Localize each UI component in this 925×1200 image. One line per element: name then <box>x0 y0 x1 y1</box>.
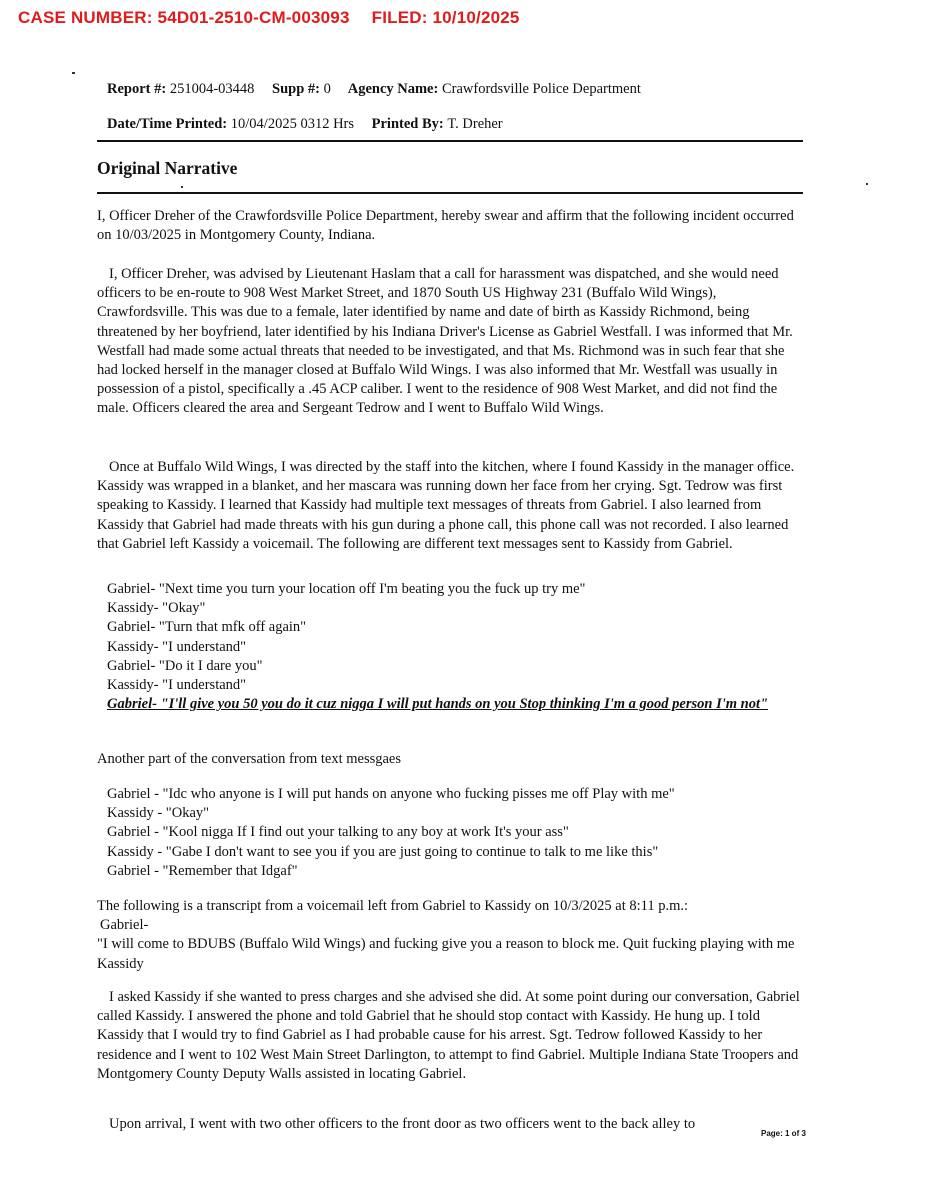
message-line: Kassidy- "Okay" <box>107 600 206 617</box>
message-line-highlighted: Gabriel- "I'll give you 50 you do it cuz nigga I will put hands on you Stop thinking I'm a good person I'm not" <box>107 696 769 713</box>
page-number: Page: 1 of 3 <box>761 1129 806 1138</box>
narrative-arrival-bww <box>97 458 807 554</box>
report-meta-line-2 <box>107 116 517 133</box>
agency-name-value: Crawfordsville Police Department <box>441 81 641 97</box>
case-header <box>18 8 520 28</box>
message-line: Kassidy- "I understand" <box>107 677 247 694</box>
voicemail-intro: The following is a transcript from a voicemail left from Gabriel to Kassidy on 10/3/2025 at 8:11 p.m.: <box>97 898 689 914</box>
report-number-label: Report #: <box>107 81 167 97</box>
narrative-arrival-residence <box>97 1115 757 1134</box>
paragraph: Once at Buffalo Wild Wings, I was directed by the staff into the kitchen, where I found Kassidy in the manager office. Kassidy was wrapped in a blanket, and her mascara was running down her face from her crying. Sgt. Tedrow was first speaking to Kassidy. I learned that Kassidy had multiple text messages of threats from Gabriel. I also learned from Kassidy that Gabriel had made threats with his gun during a phone call, this phone call was not recorded. I also learned that Gabriel left Kassidy a voicemail. The following are different text messages sent to Kassidy from Gabriel. <box>97 459 795 552</box>
message-line: Gabriel - "Remember that Idgaf" <box>107 862 298 879</box>
scan-speck <box>866 183 868 185</box>
message-line: Kassidy - "Gabe I don't want to see you if you are just going to continue to talk to me like this" <box>107 843 659 860</box>
printed-datetime-value: 10/04/2025 0312 Hrs <box>230 116 355 132</box>
text-messages-2 <box>107 785 807 881</box>
paragraph: Another part of the conversation from text messgaes <box>97 751 402 767</box>
case-number: CASE NUMBER: 54D01-2510-CM-003093 <box>18 8 350 27</box>
message-line: Gabriel- "Next time you turn your location off I'm beating you the fuck up try me" <box>107 581 586 597</box>
message-line: Gabriel- "Do it I dare you" <box>107 657 263 674</box>
section-title: Original Narrative <box>97 158 238 178</box>
report-number-value: 251004-03448 <box>169 81 255 97</box>
message-line: Kassidy- "I understand" <box>107 638 247 655</box>
paragraph: I, Officer Dreher of the Crawfordsville Police Department, hereby swear and affirm that the following incident occurred on 10/03/2025 in Montgomery County, Indiana. <box>97 208 794 244</box>
voicemail-text: "I will come to BDUBS (Buffalo Wild Wings) and fucking give you a reason to block me. Quit fucking playing with me Kassidy <box>97 936 795 972</box>
paragraph: I asked Kassidy if she wanted to press charges and she advised she did. At some point during our conversation, Gabriel called Kassidy. I answered the phone and told Gabriel that he should stop contact with Kassidy. He hung up. I told Kassidy that I would try to find Gabriel as I had probable cause for his arrest. Sgt. Tedrow followed Kassidy to her residence and I went to 102 West Main Street Darlington, to attempt to find Gabriel. Multiple Indiana State Troopers and Montgomery County Deputy Walls assisted in locating Gabriel. <box>97 989 800 1082</box>
agency-name-label: Agency Name: <box>347 81 439 97</box>
narrative-charges <box>97 988 807 1084</box>
scan-speck <box>72 72 75 74</box>
narrative-dispatch <box>97 265 807 419</box>
paragraph: Upon arrival, I went with two other officers to the front door as two officers went to the back alley to <box>109 1116 696 1132</box>
other-part-intro <box>97 750 807 769</box>
voicemail-transcript <box>97 897 807 974</box>
filed-date: FILED: 10/10/2025 <box>371 8 520 27</box>
scan-speck <box>181 186 183 188</box>
supp-number-value: 0 <box>323 81 331 97</box>
printed-by-value: T. Dreher <box>447 116 503 132</box>
divider-narrative <box>97 192 803 194</box>
message-line: Gabriel- "Turn that mfk off again" <box>107 619 307 636</box>
message-line: Gabriel - "Idc who anyone is I will put hands on anyone who fucking pisses me off Play with me" <box>107 786 675 802</box>
divider-top <box>97 140 803 142</box>
printed-datetime-label: Date/Time Printed: <box>107 116 228 132</box>
voicemail-speaker: Gabriel- <box>100 917 149 934</box>
report-meta-line-1 <box>107 81 655 98</box>
message-line: Kassidy - "Okay" <box>107 805 210 822</box>
paragraph: I, Officer Dreher, was advised by Lieutenant Haslam that a call for harassment was dispatched, and she would need officers to be en-route to 908 West Market Street, and 1870 South US Highway 231 (Buffalo Wild Wings), Crawfordsville. This was due to a female, later identified by name and date of birth as Kassidy Richmond, being threatened by her boyfriend, later identified by his Indiana Driver's License as Gabriel Westfall. I was informed that Mr. Westfall had made some actual threats that needed to be investigated, and that Ms. Richmond was in such fear that she had locked herself in the manager closed at Buffalo Wild Wings. I was also informed that Mr. Westfall was usually in possession of a pistol, specifically a .45 ACP caliber. I went to the residence of 908 West Market, and did not find the male. Officers cleared the area and Sergeant Tedrow and I went to Buffalo Wild Wings. <box>97 266 793 417</box>
supp-number-label: Supp #: <box>272 81 321 97</box>
narrative-intro <box>97 207 807 245</box>
message-line: Gabriel - "Kool nigga If I find out your talking to any boy at work It's your ass" <box>107 824 569 841</box>
text-messages-1 <box>107 580 807 714</box>
printed-by-label: Printed By: <box>371 116 444 132</box>
